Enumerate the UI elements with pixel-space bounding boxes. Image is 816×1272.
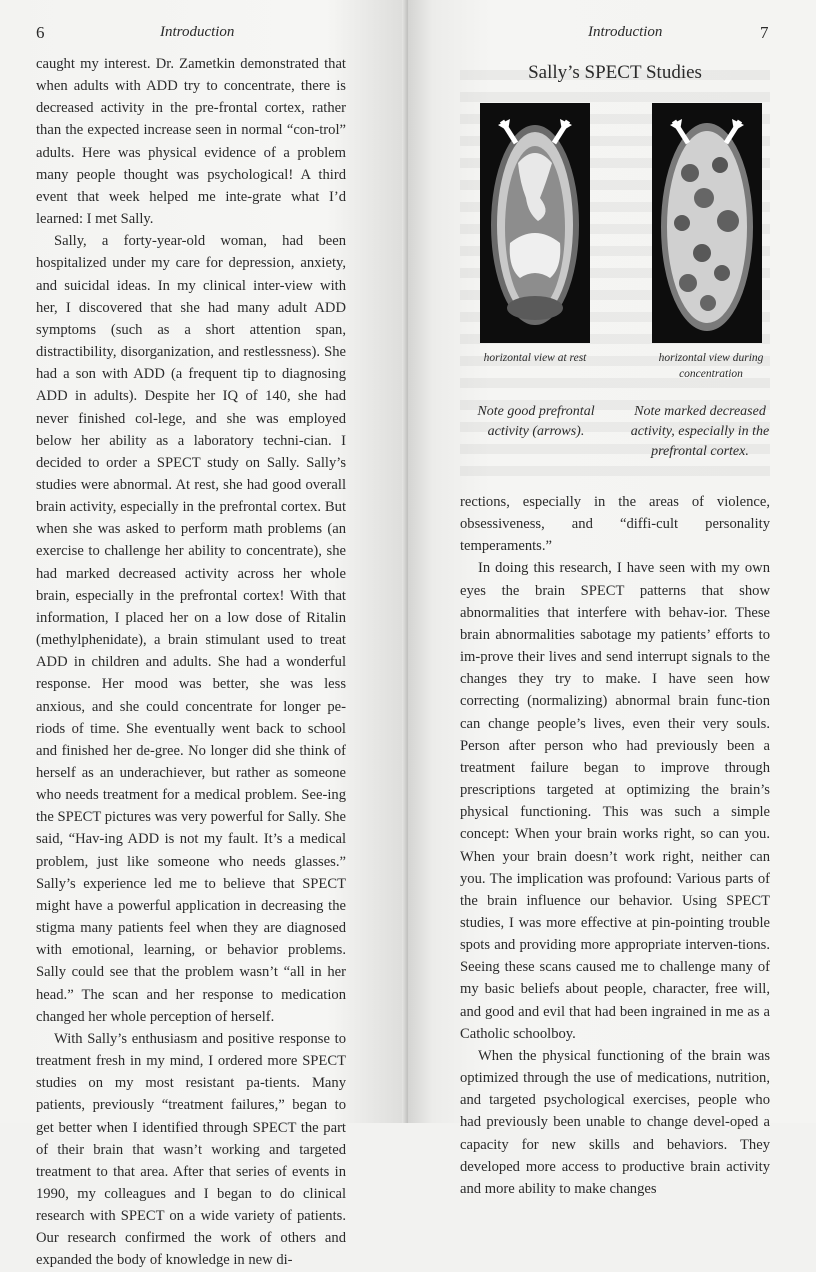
- spect-scan-concentration-image: [652, 103, 762, 343]
- left-page: [0, 0, 408, 1269]
- right-body-text: [460, 491, 770, 1200]
- paragraph: In doing this research, I have seen with my own eyes the brain SPECT patterns that show abnormalities that interfere with behav-ior. These brain abnormalities sabotage my patients’ efforts to im-prove their lives and send interrupt signals to the changes they try to make. I have seen how correcting (normalizing) abnormal brain func-tion can change people’s lives, even their very souls. Person after person who had previously been a treatment failure began to improve through prescriptions targeted at optimizing the brain’s physical functioning. This was such a simple concept: When your brain works right, so can you. When your brain doesn’t work right, neither can you. The implication was profound: Various parts of the brain influence our behavior. Using SPECT studies, I was more effective at pin-pointing trouble spots and providing more appropriate interven-tions. Seeing these scans caused me to challenge many of my basic beliefs about people, character, free will, and good and evil that had been ingrained in me as a Catholic schoolboy.: [460, 560, 770, 1042]
- left-page-number: 6: [36, 23, 45, 42]
- paragraph: caught my interest. Dr. Zametkin demonstrated that when adults with ADD try to concentrate, there is decreased activity in the pre-frontal cortex, rather than the expected increase seen in normal “con-trol” adults. Here was physical evidence of a problem many people thought was psychological! A third event that week helped me inte-grate what I’d learned: I met Sally.: [36, 56, 346, 228]
- spect-scan-rest-image: [480, 103, 590, 343]
- caption-rest: horizontal view at rest: [483, 352, 587, 364]
- paragraph: Sally, a forty-year-old woman, had been hospitalized under my care for depression, anxiety, and suicidal ideas. In my clinical inter-view with her, I discovered that she had many adult ADD symptoms (such as a short attention span, distractibility, disorganization, and restlessness). She had a son with ADD (a frequent tip to diagnosing ADD in adults). Despite her IQ of 140, she had never finished col-lege, and she was employed below her ability as a laboratory techni-cian. I decided to order a SPECT study on Sally. Sally’s studies were abnormal. At rest, she had good overall brain activity, especially in the prefrontal cortex. But when she was asked to perform math problems (an exercise to challenge her ability to concentrate), she had marked decreased activity across her whole brain, especially in the prefrontal cortex! With that information, I placed her on a low dose of Ritalin (methylphenidate), a brain stimulant used to treat ADD in children and adults. She had a wonderful response. Her mood was better, she was less anxious, and she could concentrate for longer pe-riods of time. She eventually went back to school and finished her de-gree. No longer did she think of herself as an underachiever, but rather as someone who needs treatment for a medical problem. See-ing the SPECT pictures was very powerful for Sally. She said, “Hav-ing ADD is not my fault. It’s a medical problem, just like someone who needs glasses.” Sally’s experience led me to believe that SPECT might have a powerful application in decreasing the stigma many patients feel when they are diagnosed with emotional, learning, or behavior problems. Sally could see that the problem wasn’t “all in her head.” The scan and her response to medication changed her whole perception of herself.: [36, 233, 346, 1025]
- paragraph: rections, especially in the areas of violence, obsessiveness, and “diffi-cult personality temperaments.”: [460, 494, 770, 555]
- caption-concentration: horizontal view during concentration: [658, 352, 764, 380]
- left-body-text: [36, 53, 346, 1272]
- figure-title: Sally’s SPECT Studies: [528, 62, 702, 83]
- paragraph: With Sally’s enthusiasm and positive response to treatment fresh in my mind, I ordered more SPECT studies on my most resistant pa-tients. Many patients, previously “treatment failures,” began to get better when I identified through SPECT the part of their brain that wasn’t working and targeted treatment to that area. After that series of events in 1990, my colleagues and I began to do clinical research with SPECT on a wide variety of patients. Our research confirmed the work of others and expanded the body of knowledge in new di-: [36, 1030, 346, 1269]
- right-page-number: 7: [760, 23, 769, 42]
- note-concentration: Note marked decreased activity, especially in the prefrontal cortex.: [630, 404, 770, 459]
- paragraph: When the physical functioning of the brain was optimized through the use of medications, nutrition, and targeted psychological exercises, people who had previously been unable to change devel-oped a capacity for new skills and behaviors. They developed more access to productive brain activity and more ability to make changes: [460, 1047, 770, 1197]
- left-running-head: Introduction: [160, 24, 235, 40]
- right-running-head: Introduction: [588, 24, 663, 40]
- note-rest: Note good prefrontal activity (arrows).: [477, 404, 595, 439]
